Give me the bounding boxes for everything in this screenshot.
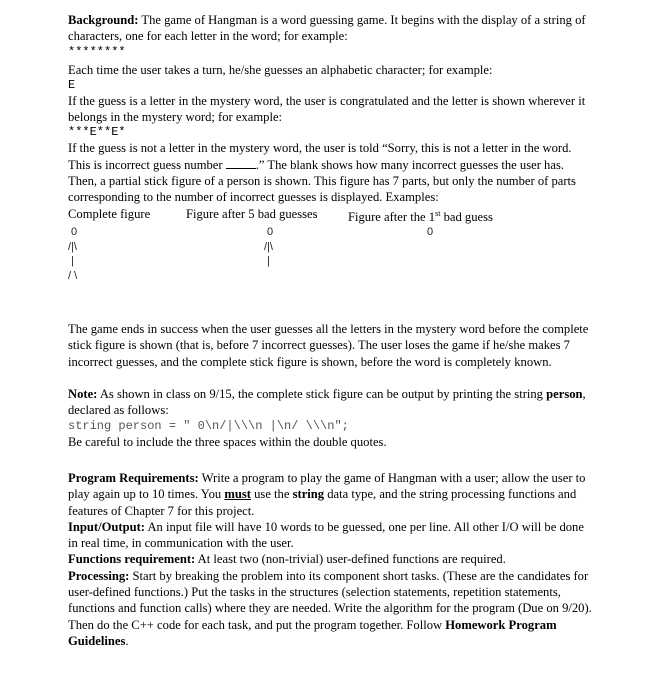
program-requirements-heading: Program Requirements: [68, 470, 199, 485]
processing-text-1: Start by breaking the problem into its component short tasks. (These are the candidates for user-defined functions.) Put the tasks in the structures (selection statements, repetition statements, functions and function calls) where they are needed. Write the algorithm for the program (Due on 9/20). Then do the C++ code for each task, and put the program together. Follow [68, 568, 592, 632]
turn-description: Each time the user takes a turn, he/she guesses an alphabetic character; for example: [68, 62, 493, 77]
program-requirements-text-3: data type, and the string processing functions and features of Chapter 7 for this project. [68, 487, 577, 518]
label-after-1-pre: Figure after the 1 [348, 209, 436, 224]
input-output-heading: Input/Output: [68, 519, 145, 534]
processing-paragraph [68, 568, 594, 649]
note-heading: Note: [68, 387, 98, 402]
functions-requirement-text: At least two (non-trivial) user-defined functions are required. [195, 552, 506, 567]
example-masked-word: ******** [68, 44, 126, 59]
note-person-term: person [546, 387, 583, 402]
note-paragraph [68, 386, 594, 419]
incorrect-guess-text-a: If the guess is not a letter in the mystery word, the user is told “Sorry, this is not a letter in the word. This is incorrect guess number [68, 141, 572, 172]
stick-figures [68, 225, 594, 301]
background-heading: Background: [68, 13, 139, 27]
assignment-document [68, 12, 594, 649]
background-intro: The game of Hangman is a word guessing game. It begins with the display of a string of characters, one for each letter in the word; for example: [68, 13, 586, 44]
example-guess: E [68, 77, 76, 92]
caution-line: Be careful to include the three spaces within the double quotes. [68, 434, 387, 449]
program-requirements-paragraph [68, 470, 594, 519]
note-text-post: , declared as follows: [68, 387, 586, 418]
stick-figure-complete: 0 /|\ | / \ [68, 226, 78, 282]
note-text-pre: As shown in class on 9/15, the complete stick figure can be output by printing the string [97, 387, 547, 402]
game-ending-paragraph: The game ends in success when the user guesses all the letters in the mystery word before the complete stick figure is shown (that is, before 7 incorrect guesses). The user loses the game if he/she makes 7 incorrect guesses, and the complete stick figure is shown, before the word is completely known. [68, 322, 589, 369]
functions-requirement-heading: Functions requirement: [68, 552, 196, 567]
correct-guess-description: If the guess is a letter in the mystery word, the user is congratulated and the letter is shown wherever it belongs in the mystery word; for example: [68, 93, 586, 125]
code-declaration: string person = " 0\n/|\\\n |\n/ \\\n"; [68, 418, 349, 433]
label-after-1-post: bad guess [440, 209, 493, 224]
string-type-term: string [292, 487, 325, 502]
incorrect-guess-text-b: .” The blank shows how many incorrect guesses the user has. Then, a partial stick figure of a person is shown. This figure has 7 parts, but only the number of parts corresponding to the number of incorrect guesses is displayed. Examples: [68, 157, 576, 205]
must-emphasis: must [224, 487, 251, 502]
figure-labels-row [68, 206, 594, 225]
functions-requirement-paragraph [68, 551, 594, 567]
input-output-text: An input file will have 10 words to be guessed, one per line. All other I/O will be done in real time, in communication with the user. [68, 519, 584, 551]
label-after-1 [348, 206, 493, 225]
guess-number-blank [226, 158, 256, 169]
stick-figure-after-1: 0 [424, 226, 434, 239]
incorrect-guess-description [68, 140, 594, 205]
program-requirements-text-2: use the [250, 487, 293, 502]
homework-guidelines-term: Homework Program Guidelines [68, 617, 557, 648]
processing-heading: Processing: [68, 568, 130, 583]
label-complete-figure: Complete figure [68, 206, 151, 221]
program-requirements-text-1: Write a program to play the game of Hangman with a user; allow the user to play again up to 10 times. You [68, 470, 586, 502]
background-paragraph [68, 12, 594, 45]
input-output-paragraph [68, 519, 594, 552]
stick-figure-after-5: 0 /|\ | [264, 226, 274, 268]
label-after-1-sup: st [435, 208, 441, 218]
example-revealed-word: ***E**E* [68, 125, 126, 140]
processing-text-2: . [125, 633, 129, 648]
label-after-5: Figure after 5 bad guesses [186, 206, 318, 221]
